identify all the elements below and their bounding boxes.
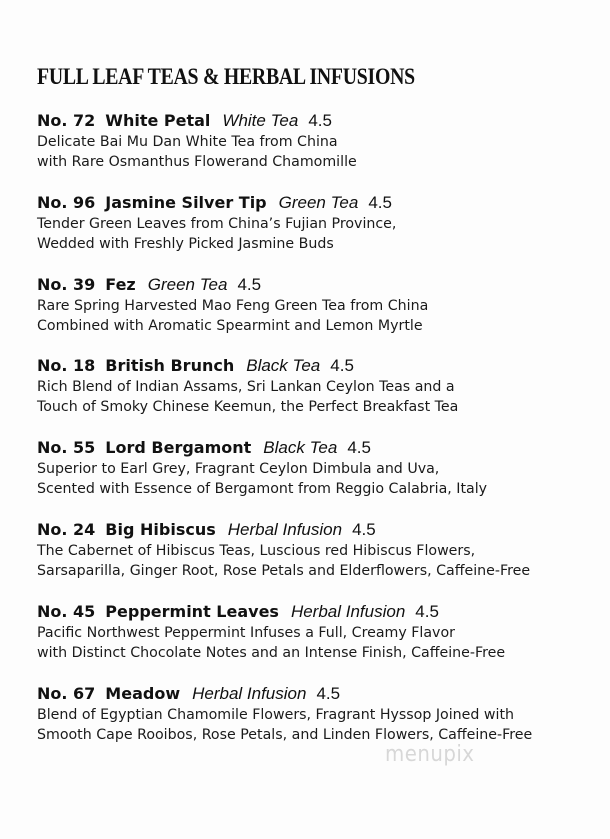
item-name: Jasmine Silver Tip	[105, 192, 267, 212]
item-heading	[37, 601, 597, 623]
item-number: No. 39	[37, 274, 96, 294]
item-price: 4.5	[415, 601, 439, 621]
item-description-line: Wedded with Freshly Picked Jasmine Buds	[37, 235, 334, 252]
menu-item	[37, 601, 597, 683]
item-name: Lord Bergamont	[105, 438, 252, 458]
tea-list	[37, 110, 597, 764]
item-heading	[37, 110, 597, 132]
item-price: 4.5	[237, 274, 262, 294]
item-price: 4.5	[308, 111, 332, 130]
item-number: No. 18	[37, 356, 96, 376]
item-price: 4.5	[352, 519, 376, 539]
item-number: No. 96	[37, 192, 96, 212]
item-number: No. 55	[37, 438, 96, 458]
item-price: 4.5	[316, 683, 341, 703]
item-category: Green Tea	[147, 274, 228, 294]
item-price: 4.5	[330, 356, 354, 376]
menu-item	[37, 110, 597, 192]
menupix-watermark: menupix	[384, 742, 475, 767]
item-description-line: Sarsaparilla, Ginger Root, Rose Petals and Elderflowers, Caffeine-Free	[37, 562, 531, 579]
item-number: No. 45	[37, 601, 96, 621]
menu-item	[37, 274, 597, 356]
item-heading	[37, 683, 597, 705]
item-description-line: Blend of Egyptian Chamomile Flowers, Fragrant Hyssop Joined with	[37, 706, 514, 723]
item-name: British Brunch	[105, 356, 235, 376]
menu-title: FULL LEAF TEAS & HERBAL INFUSIONS	[37, 64, 415, 89]
menu-item	[37, 437, 597, 519]
item-description-line: Smooth Cape Rooibos, Rose Petals, and Linden Flowers, Caffeine-Free	[37, 726, 533, 743]
item-description-line: with Rare Osmanthus Flowerand Chamomille	[37, 154, 357, 170]
item-description-line: Combined with Aromatic Spearmint and Lemon Myrtle	[37, 317, 423, 334]
item-description-line: with Distinct Chocolate Notes and an Intense Finish, Caffeine-Free	[37, 644, 506, 661]
item-number: No. 24	[37, 519, 96, 539]
item-category: Herbal Infusion	[192, 683, 307, 703]
item-description-line: Pacific Northwest Peppermint Infuses a Full, Creamy Flavor	[37, 624, 455, 641]
item-description-line: Scented with Essence of Bergamont from Reggio Calabria, Italy	[37, 481, 488, 498]
item-name: Meadow	[105, 683, 181, 703]
item-description-line: Delicate Bai Mu Dan White Tea from China	[37, 134, 338, 150]
item-category: Black Tea	[263, 438, 338, 458]
item-heading	[37, 192, 597, 214]
item-description-line: Superior to Earl Grey, Fragrant Ceylon Dimbula and Uva,	[37, 461, 440, 478]
item-description-line: Rich Blend of Indian Assams, Sri Lankan Ceylon Teas and a	[37, 379, 455, 396]
menu-item	[37, 192, 597, 274]
item-category: Herbal Infusion	[290, 601, 406, 621]
item-name: White Petal	[105, 111, 211, 130]
item-number: No. 72	[37, 111, 96, 130]
item-category: Black Tea	[246, 356, 321, 376]
item-number: No. 67	[37, 683, 96, 703]
item-category: Herbal Infusion	[227, 519, 343, 539]
item-heading	[37, 355, 597, 377]
menu-item	[37, 355, 597, 437]
item-description-line: Touch of Smoky Chinese Keemun, the Perfect Breakfast Tea	[37, 399, 459, 416]
item-name: Peppermint Leaves	[105, 601, 279, 621]
item-category: Green Tea	[278, 192, 359, 212]
item-heading	[37, 519, 597, 541]
item-name: Fez	[105, 274, 136, 294]
item-heading	[37, 437, 597, 459]
item-description-line: Rare Spring Harvested Mao Feng Green Tea from China	[37, 297, 429, 314]
item-description-line: Tender Green Leaves from China’s Fujian Province,	[37, 215, 397, 232]
item-price: 4.5	[368, 192, 392, 212]
menu-item	[37, 519, 597, 601]
menu-item	[37, 683, 597, 765]
item-name: Big Hibiscus	[105, 519, 216, 539]
item-description-line: The Cabernet of Hibiscus Teas, Luscious red Hibiscus Flowers,	[37, 542, 476, 559]
item-heading	[37, 274, 597, 296]
item-price: 4.5	[347, 438, 371, 458]
item-category: White Tea	[222, 111, 299, 130]
